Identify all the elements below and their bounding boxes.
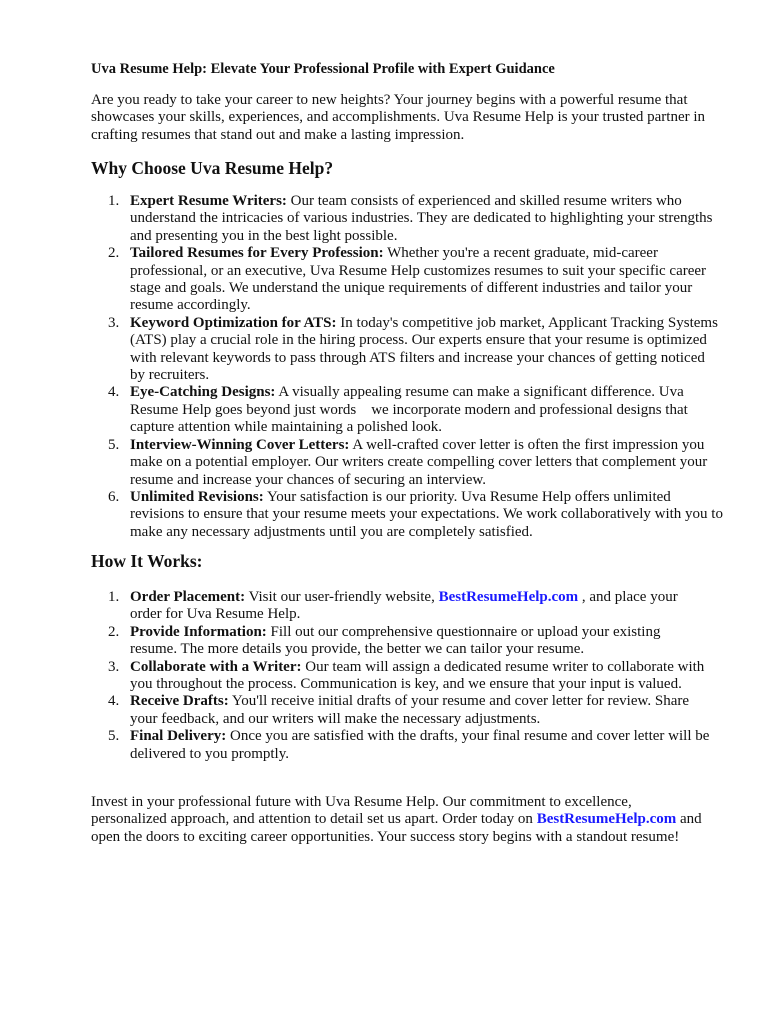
- list-item: [91, 437, 723, 489]
- item-number: 3.: [108, 314, 120, 331]
- item-number: 1.: [108, 193, 120, 209]
- closing-text: and open the doors to exciting career opportunities. Your success story begins with a standout resume!: [91, 811, 702, 845]
- document-title: Uva Resume Help: Elevate Your Professional Profile with Expert Guidance: [91, 61, 555, 77]
- list-item: [91, 193, 723, 245]
- item-text: Whether you're a recent graduate, mid-career professional, or an executive, Uva Resume Help customizes resumes to suit your specific career stage and goals. We understand the unique requirements of different industries and tailor your resume accordingly.: [130, 245, 707, 314]
- item-number: 1.: [108, 589, 120, 605]
- item-text: Once you are satisfied with the drafts, your final resume and cover letter will be delivered to you promptly.: [130, 728, 710, 762]
- why-heading: Why Choose Uva Resume Help?: [91, 158, 334, 178]
- list-item: [91, 384, 723, 436]
- item-number: 2.: [108, 623, 120, 640]
- item-text: A well-crafted cover letter is often the first impression you make on a potential employer. Our writers create compelling cover letters that complement your resume and increase your chances of securing an interview.: [130, 436, 708, 488]
- item-number: 3.: [108, 658, 120, 675]
- intro-paragraph: Are you ready to take your career to new heights? Your journey begins with a powerful resume that showcases your skills, experiences, and accomplishments. Uva Resume Help is your trusted partner in crafting resumes that stand out and make a lasting impression.: [91, 92, 706, 143]
- item-text: Visit our user-friendly website,: [245, 589, 439, 605]
- item-number: 6.: [108, 488, 120, 505]
- list-item: [91, 315, 723, 385]
- list-item: [91, 589, 711, 624]
- item-text: You'll receive initial drafts of your resume and cover letter for review. Share your feedback, and our writers will make the necessary adjustments.: [130, 693, 690, 727]
- website-link[interactable]: BestResumeHelp.com: [438, 589, 579, 605]
- item-title: Receive Drafts:: [130, 693, 229, 710]
- item-number: 4.: [108, 693, 120, 710]
- item-text: Fill out our comprehensive questionnaire or upload your existing resume. The more details you provide, the better we can tailor your resume.: [130, 623, 661, 658]
- item-text: Our team consists of experienced and skilled resume writers who understand the intricacies of various industries. They are dedicated to highlighting your strengths and presenting you in the best light possible.: [130, 193, 713, 244]
- item-title: Order Placement:: [130, 589, 246, 605]
- closing-paragraph: [91, 794, 711, 846]
- item-title: Keyword Optimization for ATS:: [130, 314, 337, 331]
- item-number: 5.: [108, 436, 120, 453]
- item-number: 2.: [108, 245, 120, 262]
- item-number: 4.: [108, 384, 120, 401]
- how-heading: How It Works:: [91, 551, 203, 571]
- website-link[interactable]: BestResumeHelp.com: [536, 811, 677, 828]
- item-text: Our team will assign a dedicated resume writer to collaborate with you throughout the process. Communication is key, and we ensure that your input is valued.: [130, 658, 705, 693]
- item-text: Your satisfaction is our priority. Uva Resume Help offers unlimited revisions to ensure that your resume meets your expectations. We work collaboratively with you to make any necessary adjustments until you are completely satisfied.: [130, 488, 723, 540]
- list-item: [91, 728, 711, 763]
- list-item: [91, 659, 711, 694]
- list-item: [91, 624, 711, 659]
- list-item: [91, 245, 723, 315]
- item-title: Unlimited Revisions:: [130, 488, 264, 505]
- item-title: Collaborate with a Writer:: [130, 658, 302, 675]
- item-title: Expert Resume Writers:: [130, 193, 287, 209]
- closing-text: Invest in your professional future with Uva Resume Help. Our commitment to excellence, personalized approach, and attention to detail set us apart. Order today on: [91, 794, 632, 828]
- list-item: [91, 693, 711, 728]
- item-title: Final Delivery:: [130, 728, 227, 745]
- item-title: Provide Information:: [130, 623, 267, 640]
- item-title: Tailored Resumes for Every Profession:: [130, 245, 384, 262]
- why-list: [91, 193, 723, 541]
- item-title: Eye-Catching Designs:: [130, 384, 276, 401]
- item-title: Interview-Winning Cover Letters:: [130, 436, 350, 453]
- how-list: [91, 589, 711, 763]
- item-number: 5.: [108, 728, 120, 745]
- item-text: In today's competitive job market, Applicant Tracking Systems (ATS) play a crucial role in the hiring process. Our experts ensure that your resume is optimized with relevant keywords to pass through ATS filters and increase your chances of getting noticed by recruiters.: [130, 314, 718, 384]
- item-text: , and place your order for Uva Resume Help.: [130, 589, 678, 623]
- list-item: [91, 489, 723, 541]
- item-text: A visually appealing resume can make a significant difference. Uva Resume Help goes beyond just words we incorporate modern and professional designs that capture attention while maintaining a polished look.: [130, 384, 692, 436]
